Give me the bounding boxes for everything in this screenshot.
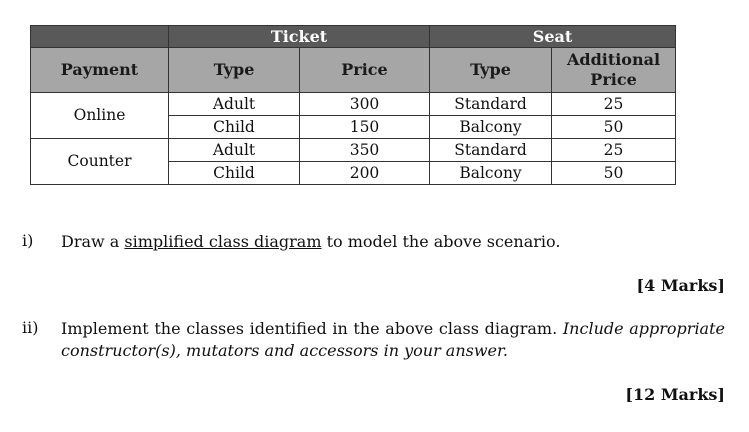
group-header-blank — [31, 26, 169, 48]
seat-type-cell: Standard — [430, 93, 552, 116]
ticket-type-cell: Adult — [169, 93, 300, 116]
column-header-ticket-type: Type — [169, 48, 300, 93]
column-header-price: Price — [300, 48, 430, 93]
question-2-text-plain: Implement the classes identified in the above class diagram. — [61, 319, 563, 338]
payment-cell: Counter — [31, 139, 169, 185]
ticket-type-cell: Child — [169, 162, 300, 185]
ticket-type-cell: Adult — [169, 139, 300, 162]
price-cell: 350 — [300, 139, 430, 162]
group-header-seat: Seat — [430, 26, 676, 48]
additional-price-cell: 50 — [552, 162, 676, 185]
question-1-text — [61, 231, 721, 253]
table-row — [31, 139, 676, 162]
seat-type-cell: Balcony — [430, 162, 552, 185]
ticket-type-cell: Child — [169, 116, 300, 139]
question-1-text-before: Draw a — [61, 232, 125, 251]
question-1-number: i) — [22, 231, 34, 250]
question-2-text-italic: Include appropriate constructor(s), mutators and accessors in your answer. — [61, 319, 725, 360]
question-1-text-after: to model the above scenario. — [321, 232, 561, 251]
group-header-ticket: Ticket — [169, 26, 430, 48]
price-cell: 300 — [300, 93, 430, 116]
column-header-payment: Payment — [31, 48, 169, 93]
question-2-text — [61, 318, 725, 362]
additional-price-cell: 25 — [552, 93, 676, 116]
table-row — [31, 93, 676, 116]
payment-cell: Online — [31, 93, 169, 139]
column-header-row — [31, 48, 676, 93]
price-cell: 150 — [300, 116, 430, 139]
question-1-underlined-term: simplified class diagram — [124, 232, 322, 251]
column-header-seat-type: Type — [430, 48, 552, 93]
additional-price-cell: 50 — [552, 116, 676, 139]
seat-type-cell: Standard — [430, 139, 552, 162]
additional-price-line2: Price — [590, 70, 637, 89]
price-cell: 200 — [300, 162, 430, 185]
seat-type-cell: Balcony — [430, 116, 552, 139]
pricing-table — [30, 25, 676, 185]
question-2-number: ii) — [22, 318, 39, 337]
column-header-additional-price — [552, 48, 676, 93]
question-2-marks: [12 Marks] — [625, 385, 725, 404]
additional-price-cell: 25 — [552, 139, 676, 162]
additional-price-line1: Additional — [566, 50, 661, 69]
group-header-row — [31, 26, 676, 48]
question-1-marks: [4 Marks] — [636, 276, 725, 295]
